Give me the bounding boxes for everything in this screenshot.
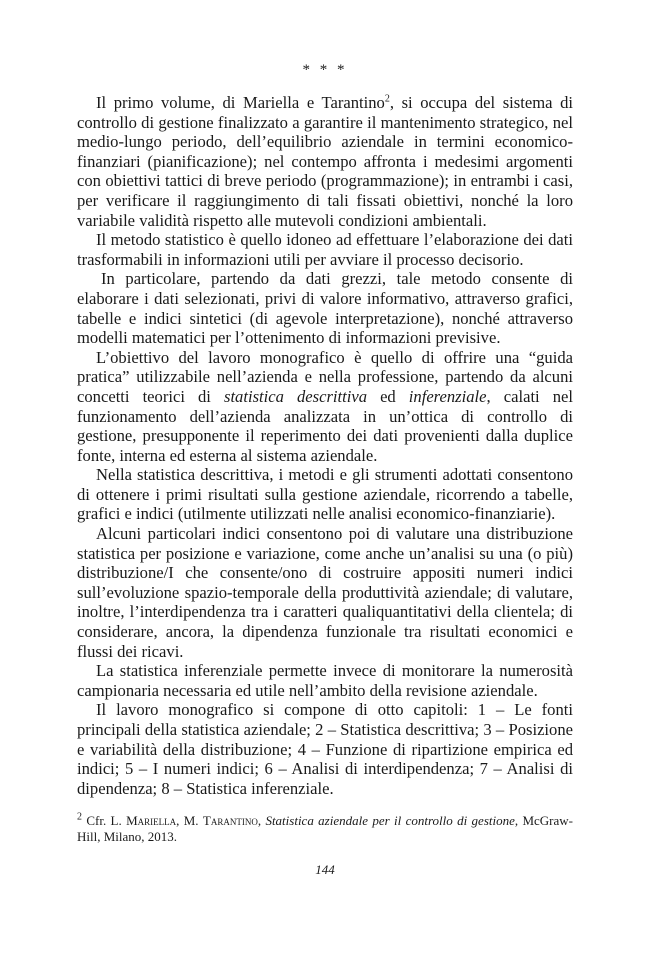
- paragraph-1-text-continued: , si occupa del sistema di controllo di gestione finalizzato a garantire il mantenimento strategico, nel medio-lungo periodo, dell’equilibrio aziendale in termini economico-finanziari (pianificazione); nel contempo affronta i medesimi argomenti con obiettivi tattici di breve periodo (programmazione); in entrambi i casi, per verificare il raggiungimento di tali fissati obiettivi, nonché la loro variabile validità rispetto alle mutevoli condizioni ambientali.: [77, 93, 573, 230]
- paragraph-4-text: L’obiettivo del lavoro monografico è quello di offrire una “guida pratica” utilizzabile nell’azienda e nella professione, partendo da alcuni concetti teorici di: [77, 347, 573, 406]
- footnote-author-2: Tarantino: [202, 813, 258, 828]
- footnote-prefix: Cfr. L.: [86, 813, 127, 828]
- paragraph-7: La statistica inferenziale permette invece di monitorare la numerosità campionaria necessaria ed utile nell’ambito della revisione aziendale.: [77, 661, 573, 700]
- term-inferential: inferenziale: [408, 386, 487, 406]
- paragraph-4: [77, 348, 573, 466]
- footnote-number: 2: [77, 811, 82, 823]
- section-separator: * * *: [302, 62, 348, 78]
- footnote-reference[interactable]: 2: [384, 93, 390, 105]
- page-number: 144: [315, 862, 335, 877]
- footnote-separator-1: , M.: [176, 813, 203, 828]
- paragraph-4-text-continued: , calati nel funzionamento dell’azienda analizzata in un’ottica di controllo di gestione, presupponente il reperimento dei dati provenienti dalla duplice fonte, interna ed esterna al sistema aziendale.: [77, 386, 573, 465]
- paragraph-1: [77, 93, 573, 230]
- paragraph-6: Alcuni particolari indici consentono poi di valutare una distribuzione statistica per posizione e variazione, come anche un’analisi su una (o più) distribuzione/I che consente/ono di costruire appositi numeri indici sull’evoluzione spazio-temporale della produttività aziendale; di valutare, inoltre, l’interdipendenza tra i caratteri qualiquantitativi della clientela; di considerare, ancora, la dipendenza funzionale tra risultati economici e flussi dei ricavi.: [77, 524, 573, 661]
- footnote-title: Statistica aziendale per il controllo di gestione: [265, 813, 515, 828]
- footnote-publisher: , McGraw-Hill, Milano, 2013.: [77, 813, 574, 844]
- footnote: [77, 813, 573, 845]
- paragraph-5: Nella statistica descrittiva, i metodi e gli strumenti adottati consentono di ottenere i primi risultati sulla gestione aziendale, ricorrendo a tabelle, grafici e indici (utilmente utilizzati nelle analisi economico-finanziarie).: [77, 465, 573, 524]
- footnote-author-1: Mariella: [126, 813, 177, 828]
- term-descriptive: statistica descrittiva: [223, 386, 368, 406]
- body-text: [77, 93, 573, 798]
- paragraph-3: In particolare, partendo da dati grezzi, tale metodo consente di elaborare i dati selezionati, privi di valore informativo, attraverso grafici, tabelle e indici sintetici (di agevole interpretazione), nonché attraverso modelli matematici per l’ottenimento di informazioni previsive.: [77, 269, 573, 348]
- paragraph-2: Il metodo statistico è quello idoneo ad effettuare l’elaborazione dei dati trasformabili in informazioni utili per avviare il processo decisorio.: [77, 230, 573, 269]
- paragraph-1-text: Il primo volume, di Mariella e Tarantino: [96, 93, 385, 112]
- paragraph-4-conjunction: ed: [367, 386, 409, 406]
- paragraph-8: Il lavoro monografico si compone di otto capitoli: 1 – Le fonti principali della statistica aziendale; 2 – Statistica descrittiva; 3 – Posizione e variabilità della distribuzione; 4 – Funzione di ripartizione empirica ed indici; 5 – I numeri indici; 6 – Analisi di interdipendenza; 7 – Analisi di dipendenza; 8 – Statistica inferenziale.: [77, 700, 573, 798]
- footnote-separator-2: ,: [257, 813, 266, 828]
